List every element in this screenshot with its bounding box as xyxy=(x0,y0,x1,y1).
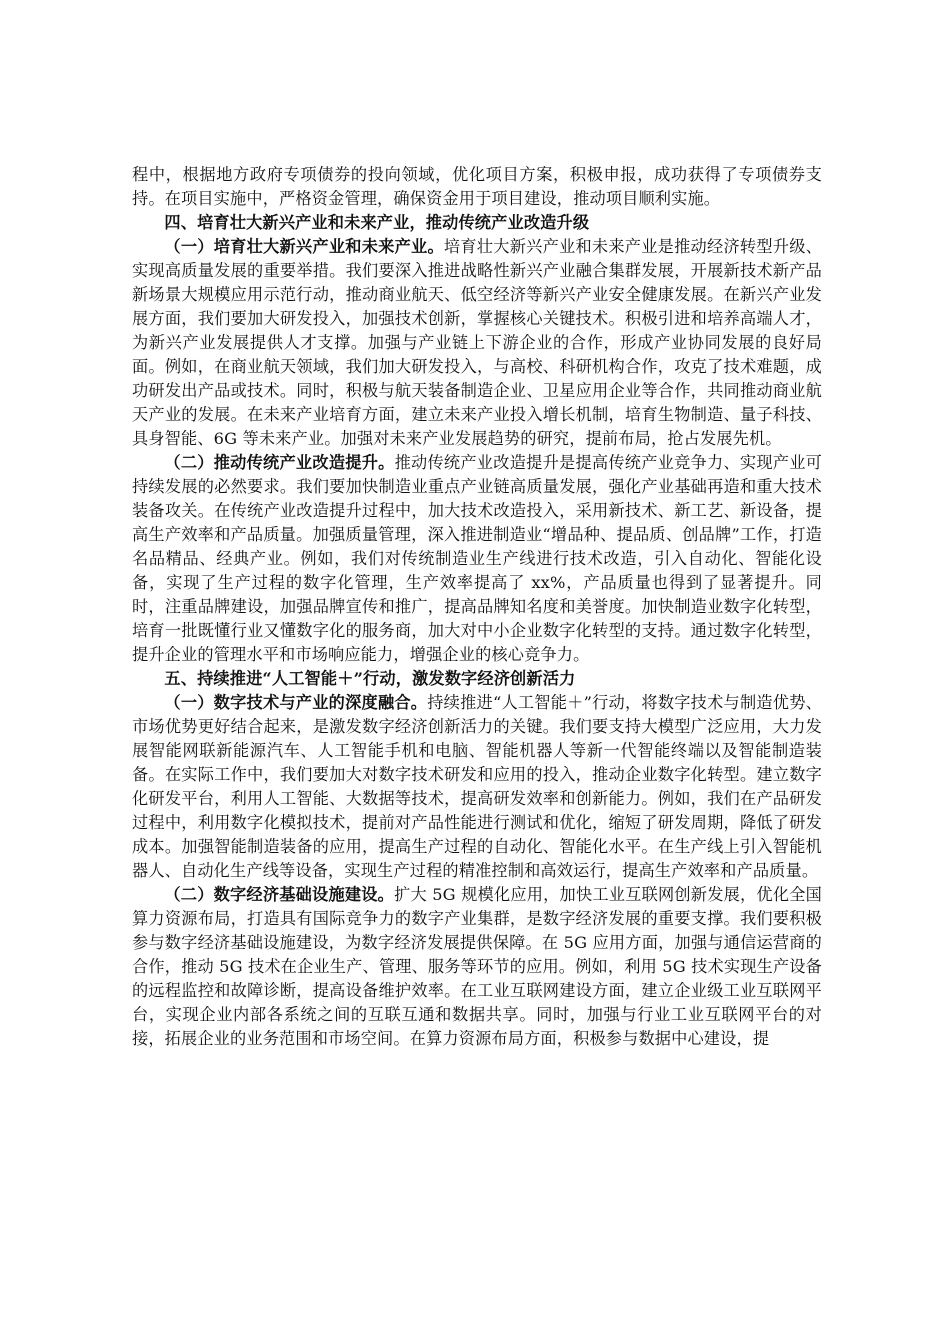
continuation-paragraph: 程中，根据地方政府专项债券的投向领域，优化项目方案，积极申报，成功获得了专项债券支持。在项目实施中，严格资金管理，确保资金用于项目建设，推动项目顺利实施。 xyxy=(132,165,822,208)
section-4-paragraph-2 xyxy=(132,451,822,667)
section-5-paragraph-1-lead: （一）数字技术与产业的深度融合。 xyxy=(164,693,428,712)
section-5-paragraph-1-body: 持续推进“人工智能＋”行动，将数字技术与制造优势、市场优势更好结合起来，是激发数字经济创新活力的关键。我们要支持大模型广泛应用，大力发展智能网联新能源汽车、人工智能手机和电脑、智能机器人等新一代智能终端以及智能制造装备。在实际工作中，我们要加大对数字技术研发和应用的投入，推动企业数字化转型。建立数字化研发平台，利用人工智能、大数据等技术，提高研发效率和创新能力。例如，我们在产品研发过程中，利用数字化模拟技术，提前对产品性能进行测试和优化，缩短了研发周期，降低了研发成本。加强智能制造装备的应用，提高生产过程的自动化、智能化水平。在生产线上引入智能机器人、自动化生产线等设备，实现生产过程的精准控制和高效运行，提高生产效率和产品质量。 xyxy=(132,693,822,880)
section-4-paragraph-2-body: 推动传统产业改造提升是提高传统产业竞争力、实现产业可持续发展的必然要求。我们要加快制造业重点产业链高质量发展，强化产业基础再造和重大技术装备攻关。在传统产业改造提升过程中，加大技术改造投入，采用新技术、新工艺、新设备，提高生产效率和产品质量。加强质量管理，深入推进制造业“增品种、提品质、创品牌”工作，打造名品精品、经典产业。例如，我们对传统制造业生产线进行技术改造，引入自动化、智能化设备，实现了生产过程的数字化管理，生产效率提高了 xx%，产品质量也得到了显著提升。同时，注重品牌建设，加强品牌宣传和推广，提高品牌知名度和美誉度。加快制造业数字化转型，培育一批既懂行业又懂数字化的服务商，加大对中小企业数字化转型的支持。通过数字化转型，提升企业的管理水平和市场响应能力，增强企业的核心竞争力。 xyxy=(132,453,822,664)
section-4-heading: 四、培育壮大新兴产业和未来产业，推动传统产业改造升级 xyxy=(164,213,590,232)
section-4-paragraph-1-body: 培育壮大新兴产业和未来产业是推动经济转型升级、实现高质量发展的重要举措。我们要深入推进战略性新兴产业融合集群发展，开展新技术新产品新场景大规模应用示范行动，推动商业航天、低空经济等新兴产业安全健康发展。在新兴产业发展方面，我们要加大研发投入，加强技术创新，掌握核心关键技术。积极引进和培养高端人才，为新兴产业发展提供人才支撑。加强与产业链上下游企业的合作，形成产业协同发展的良好局面。例如，在商业航天领域，我们加大研发投入，与高校、科研机构合作，攻克了技术难题，成功研发出产品或技术。同时，积极与航天装备制造企业、卫星应用企业等合作，共同推动商业航天产业的发展。在未来产业培育方面，建立未来产业投入增长机制，培育生物制造、量子科技、具身智能、6G 等未来产业。加强对未来产业发展趋势的研究，提前布局，抢占发展先机。 xyxy=(132,237,822,448)
section-5-heading: 五、持续推进“人工智能＋”行动，激发数字经济创新活力 xyxy=(164,669,576,688)
section-5-paragraph-2-body: 扩大 5G 规模化应用，加快工业互联网创新发展，优化全国算力资源布局，打造具有国际竞争力的数字产业集群，是数字经济发展的重要支撑。我们要积极参与数字经济基础设施建设，为数字经济发展提供保障。在 5G 应用方面，加强与通信运营商的合作，推动 5G 技术在企业生产、管理、服务等环节的应用。例如，利用 5G 技术实现生产设备的远程监控和故障诊断，提高设备维护效率。在工业互联网建设方面，建立企业级工业互联网平台，实现企业内部各系统之间的互联互通和数据共享。同时，加强与行业工业互联网平台的对接，拓展企业的业务范围和市场空间。在算力资源布局方面，积极参与数据中心建设，提 xyxy=(132,885,822,1048)
section-4-paragraph-1-lead: （一）培育壮大新兴产业和未来产业。 xyxy=(164,237,444,256)
section-4-paragraph-2-lead: （二）推动传统产业改造提升。 xyxy=(164,453,395,472)
section-5-paragraph-1 xyxy=(132,691,822,883)
section-4-paragraph-1 xyxy=(132,235,822,451)
section-5-paragraph-2 xyxy=(132,883,822,1051)
section-5-paragraph-2-lead: （二）数字经济基础设施建设。 xyxy=(164,885,395,904)
document-page xyxy=(132,163,822,1051)
